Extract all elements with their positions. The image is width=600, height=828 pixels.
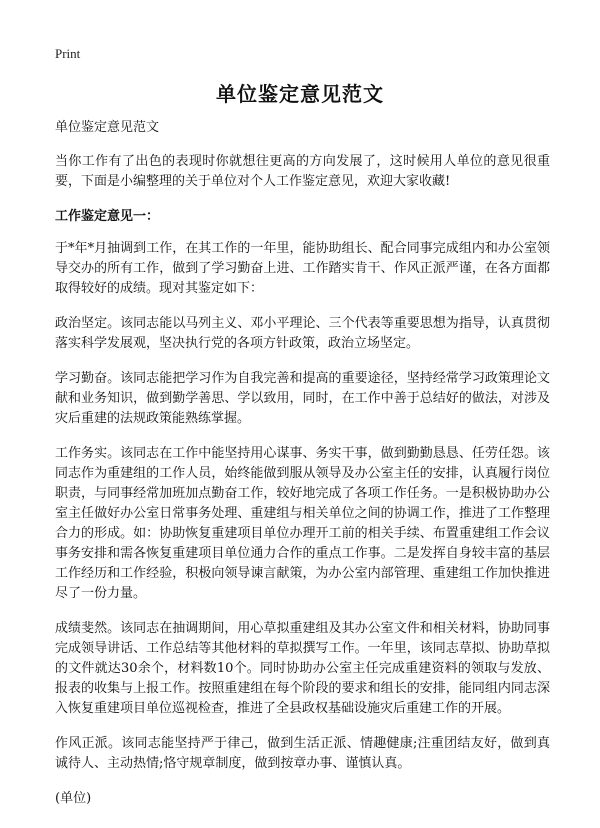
paragraph-political: 政治坚定。该同志能以马列主义、邓小平理论、三个代表等重要思想为指导，认真贯彻落实科学发展观，坚决执行党的各项方针政策，政治立场坚定。 (55, 316, 550, 351)
document-subtitle: 单位鉴定意见范文 (55, 120, 160, 135)
section-heading: 工作鉴定意见一： (55, 209, 160, 224)
print-link[interactable]: Print (55, 46, 81, 61)
paragraph-work: 工作务实。该同志在工作中能坚持用心谋事、务实干事，做到勤勤恳恳、任劳任怨。该同志作为重建组的工作人员，始终能做到服从领导及办公室主任的安排，认真履行岗位职责，与同事经常加班加点勤奋工作，较好地完成了各项工作任务。一是积极协助办公室主任做好办公室日常事务处理、重建组与相关单位之间的协调工作，推进了工作整理合力的形成。如：协助恢复重建项目单位办理开工前的相关手续、布置重建组工作会议事务安排和需各恢复重建项目单位通力合作的重点工作事。二是发挥自身较丰富的基层工作经历和工作经验，积极向领导谏言献策，为办公室内部管理、重建组工作加快推进尽了一份力量。 (55, 446, 550, 601)
intro-paragraph: 当你工作有了出色的表现时你就想往更高的方向发展了，这时候用人单位的意见很重要，下面是小编整理的关于单位对个人工作鉴定意见，欢迎大家收藏! (55, 154, 550, 189)
paragraph-overview: 于*年*月抽调到工作，在其工作的一年里，能协助组长、配合同事完成组内和办公室领导交办的所有工作，做到了学习勤奋上进、工作踏实肯干、作风正派严谨，在各方面都取得较好的成绩。现对其鉴定如下： (55, 241, 550, 296)
paragraph-conduct: 作风正派。该同志能坚持严于律己，做到生活正派、情趣健康;注重团结友好，做到真诚待人、主动热情;恪守规章制度，做到按章办事、谨慎认真。 (55, 736, 550, 771)
paragraph-results: 成绩斐然。该同志在抽调期间，用心草拟重建组及其办公室文件和相关材料，协助同事完成领导讲话、工作总结等其他材料的草拟撰写工作。一年里，该同志草拟、协助草拟的文件就达30余个，材料数10个。同时协助办公室主任完成重建资料的领取与发放、报表的收集与上报工作。按照重建组在每个阶段的要求和组长的安排，能同组内同志深入恢复重建项目单位巡视检查，推进了全县政权基础设施灾后重建工作的开展。 (55, 621, 550, 716)
page-title: 单位鉴定意见范文 (216, 82, 384, 106)
signature-unit: (单位) (55, 791, 92, 806)
document-body (55, 118, 550, 824)
paragraph-study: 学习勤奋。该同志能把学习作为自我完善和提高的重要途径，坚持经常学习政策理论文献和业务知识，做到勤学善思、学以致用，同时，在工作中善于总结好的做法，对涉及灾后重建的法规政策能熟练掌握。 (55, 371, 550, 426)
